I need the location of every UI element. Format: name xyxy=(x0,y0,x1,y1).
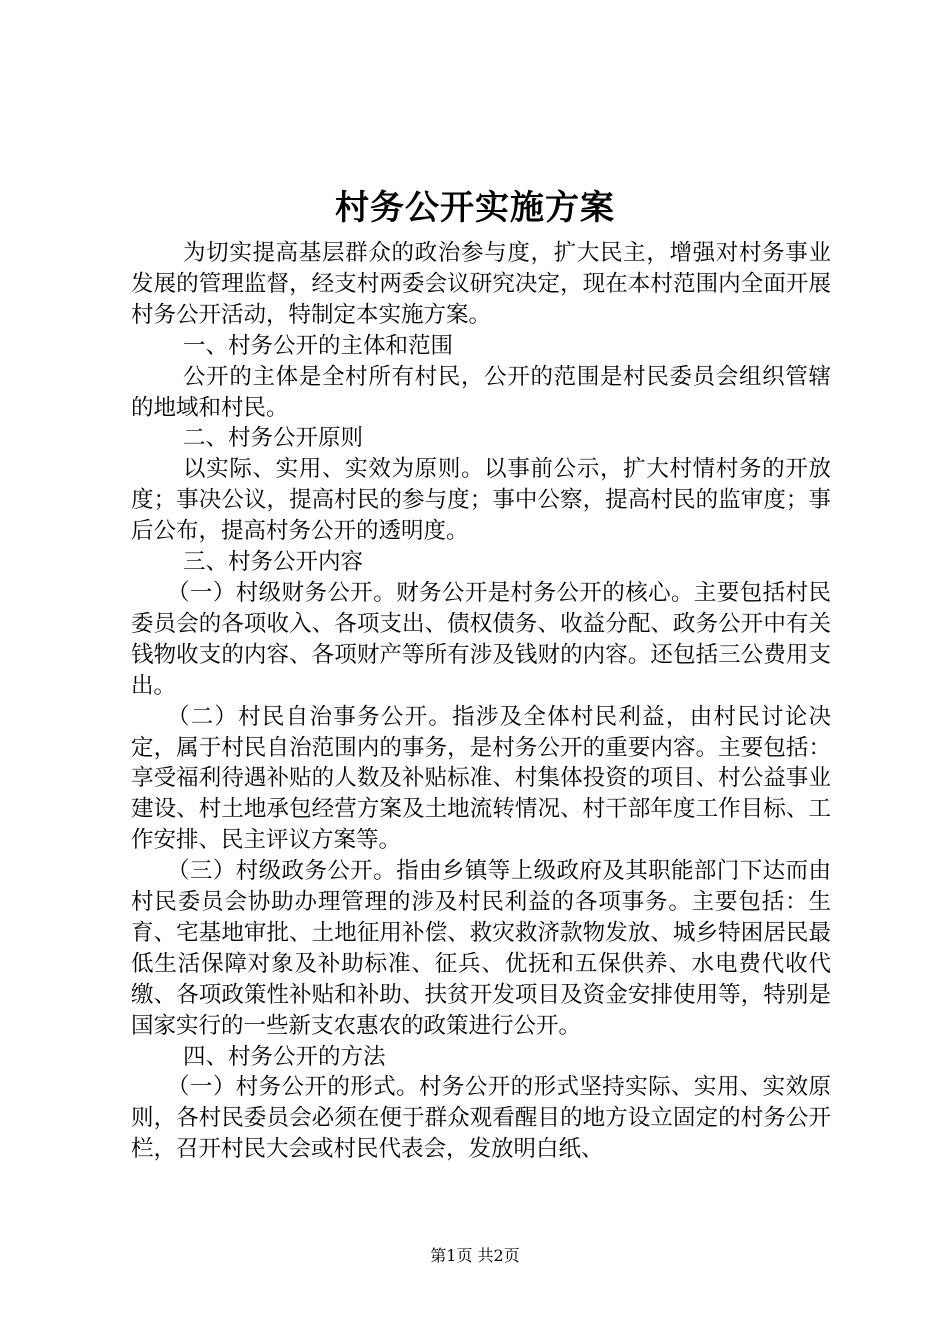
body-paragraph: （二）村民自治事务公开。指涉及全体村民利益，由村民讨论决定，属于村民自治范围内的事务，是村务公开的重要内容。主要包括：享受福利待遇补贴的人数及补贴标准、村集体投资的项目、村公益事业建设、村土地承包经营方案及土地流转情况、村干部年度工作目标、工作安排、民主评议方案等。 xyxy=(131,703,831,854)
section-heading-4: 四、村务公开的方法 xyxy=(183,1043,386,1070)
body-paragraph: （一）村务公开的形式。村务公开的形式坚持实际、实用、实效原则，各村民委员会必须在便于群众观看醒目的地方设立固定的村务公开栏，召开村民大会或村民代表会，发放明白纸、 xyxy=(131,1074,831,1163)
document-body xyxy=(131,238,831,1165)
body-paragraph: 以实际、实用、实效为原则。以事前公示，扩大村情村务的开放度；事决公议，提高村民的参与度；事中公察，提高村民的监审度；事后公布，提高村务公开的透明度。 xyxy=(131,456,831,545)
intro-paragraph: 为切实提高基层群众的政治参与度，扩大民主，增强对村务事业发展的管理监督，经支村两委会议研究决定，现在本村范围内全面开展村务公开活动，特制定本实施方案。 xyxy=(131,240,831,328)
document-title: 村务公开实施方案 xyxy=(335,188,615,228)
section-heading-1: 一、村务公开的主体和范围 xyxy=(183,332,454,359)
body-paragraph: 公开的主体是全村所有村民，公开的范围是村民委员会组织管辖的地域和村民。 xyxy=(131,363,831,421)
section-heading-3: 三、村务公开内容 xyxy=(183,549,364,576)
section-heading-2: 二、村务公开原则 xyxy=(183,425,364,452)
body-paragraph: （三）村级政务公开。指由乡镇等上级政府及其职能部门下达而由村民委员会协助办理管理的涉及村民利益的各项事务。主要包括：生育、宅基地审批、土地征用补偿、救灾救济款物发放、城乡特困居民最低生活保障对象及补助标准、征兵、优抚和五保供养、水电费代收代缴、各项政策性补贴和补助、扶贫开发项目及资金安排使用等，特别是国家实行的一些新支农惠农的政策进行公开。 xyxy=(131,858,831,1039)
body-paragraph: （一）村级财务公开。财务公开是村务公开的核心。主要包括村民委员会的各项收入、各项支出、债权债务、收益分配、政务公开中有关钱物收支的内容、各项财产等所有涉及钱财的内容。还包括三公费用支出。 xyxy=(131,579,831,699)
page-footer: 第1页 共2页 xyxy=(430,1246,520,1265)
